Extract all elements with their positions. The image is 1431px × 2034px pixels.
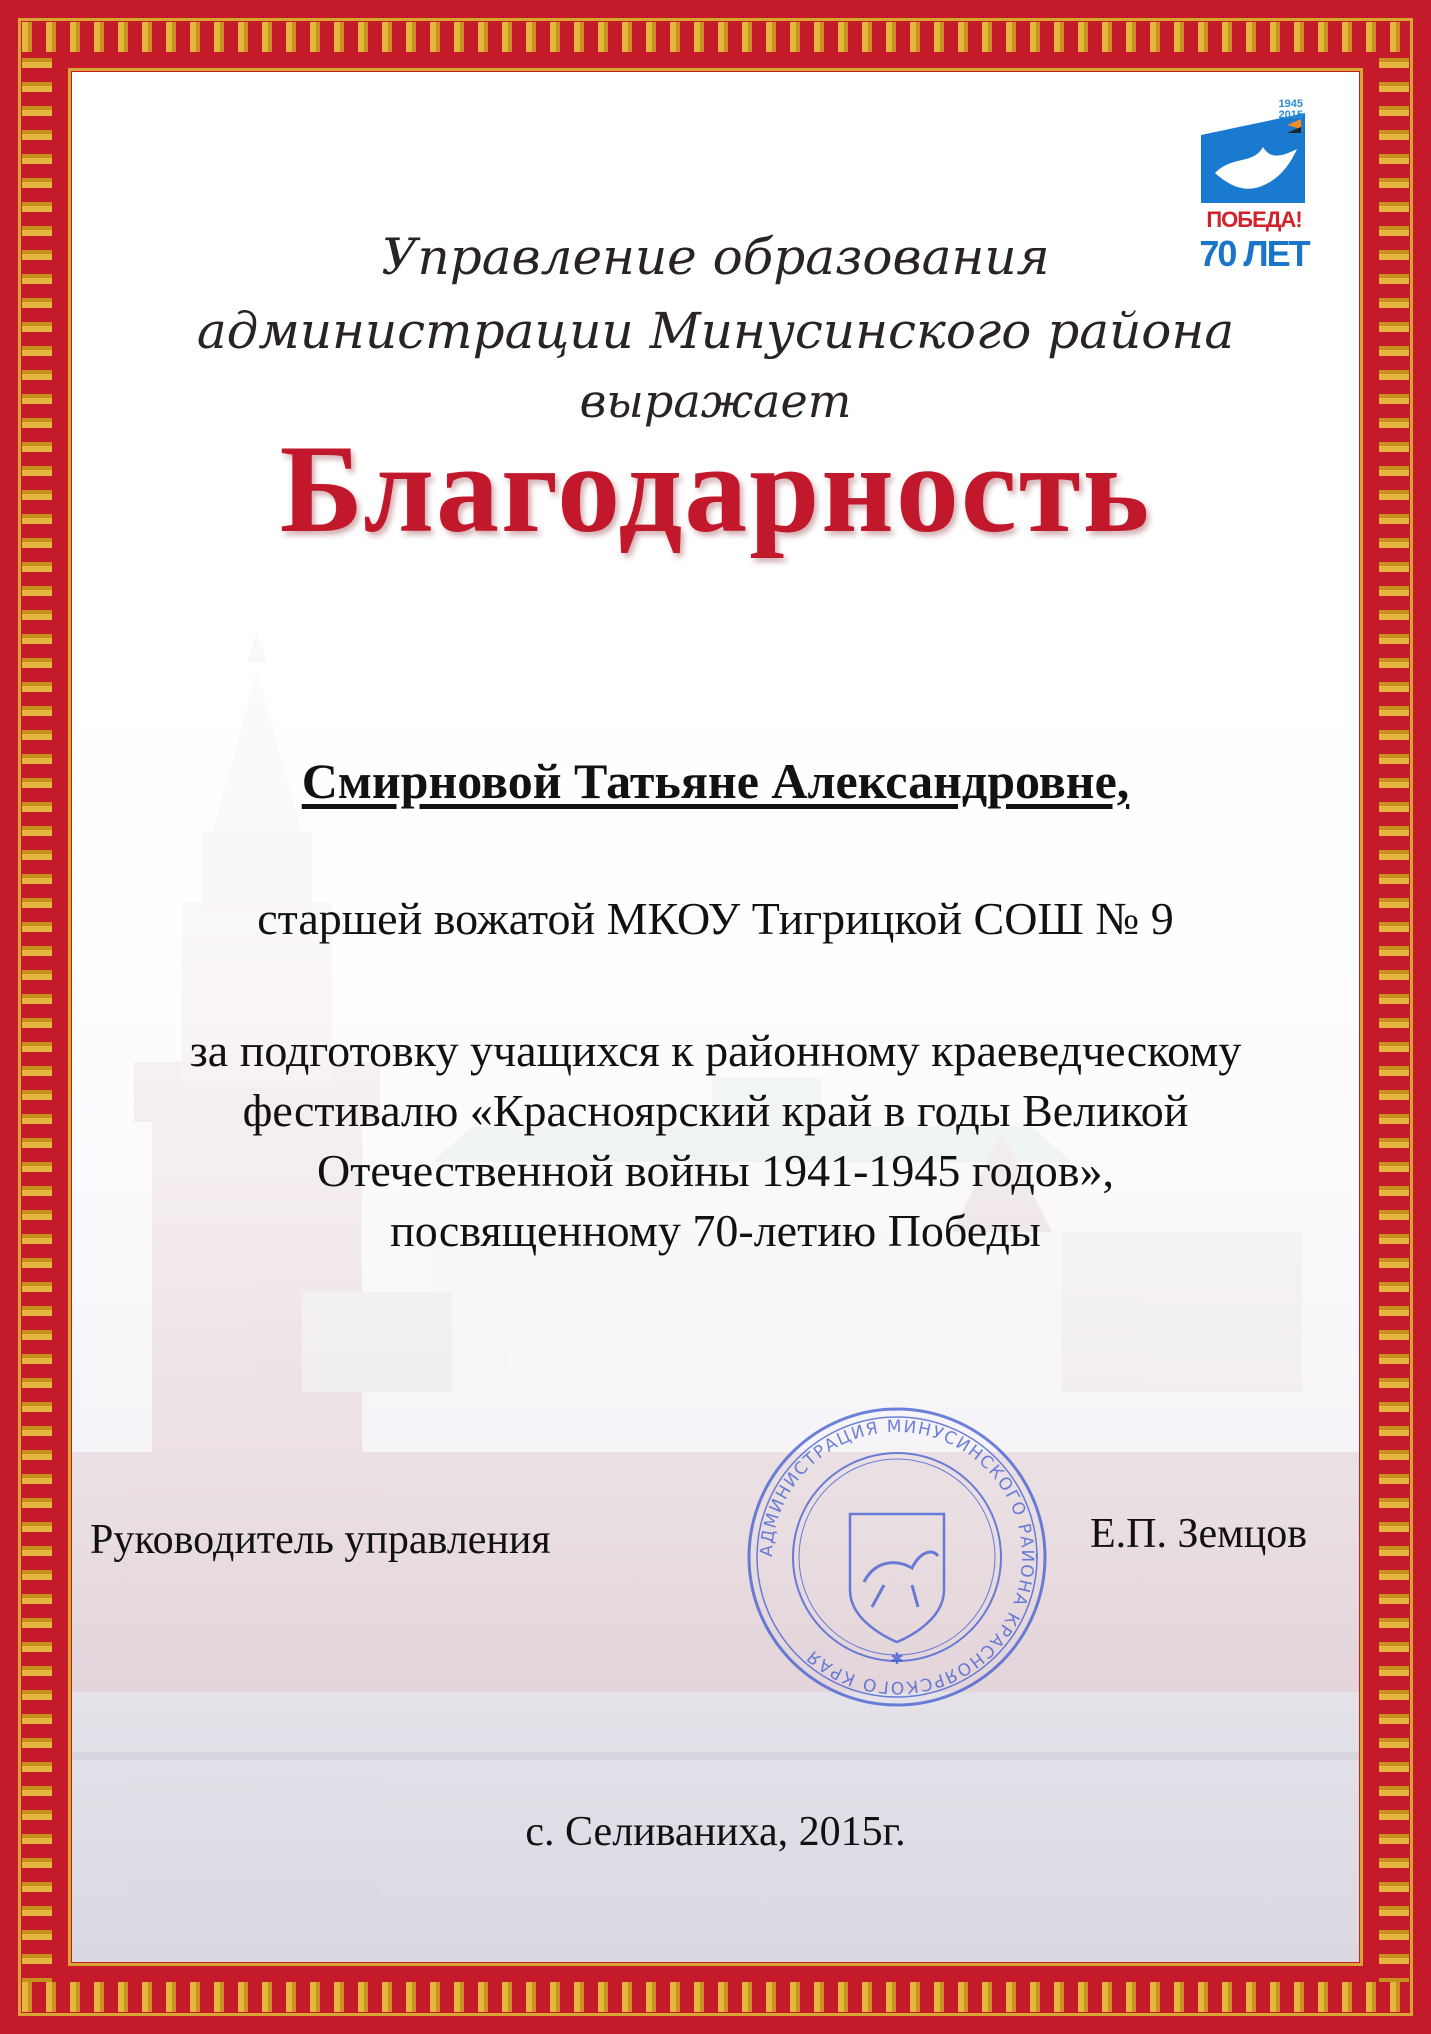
place-and-date: с. Селиваниха, 2015г. (525, 1809, 906, 1855)
reason-line-2: фестивалю «Красноярский край в годы Великой (242, 1085, 1189, 1136)
reason-line-4: посвященному 70-летию Победы (390, 1205, 1041, 1256)
header-line-2: администрации Минусинского района (196, 302, 1235, 360)
recipient-position: старшей вожатой МКОУ Тигрицкой СОШ № 9 (257, 893, 1174, 944)
stamp-text: АДМИНИСТРАЦИЯ МИНУСИНСКОГО РАЙОНА КРАСНОЯРСКОГО КРАЯ (756, 1416, 1038, 1698)
recipient-name-text: Смирновой Татьяне Александровне, (301, 753, 1130, 809)
header-line-3: выражает (579, 374, 852, 428)
reason-line-3: Отечественной войны 1941-1945 годов», (317, 1145, 1114, 1196)
signature-name: Е.П. Земцов (1090, 1511, 1308, 1557)
official-stamp (742, 1402, 1052, 1712)
reason-line-1: за подготовку учащихся к районному краеведческому (189, 1025, 1242, 1076)
recipient-name (0, 752, 1431, 810)
logo-years (1279, 99, 1303, 121)
stamp-star-icon: ✱ (890, 1651, 904, 1668)
header-line-1: Управление образования (381, 228, 1050, 286)
logo-pobeda-text: ПОБЕДА! (1206, 207, 1302, 232)
logo-year-start: 1945 (1278, 98, 1303, 110)
logo-year-end: 2015 (1278, 109, 1303, 121)
logo-70-years-text: 70 ЛЕТ (1199, 233, 1309, 274)
certificate-title: Благодарность (279, 420, 1152, 559)
signature-role: Руководитель управления (90, 1517, 551, 1563)
